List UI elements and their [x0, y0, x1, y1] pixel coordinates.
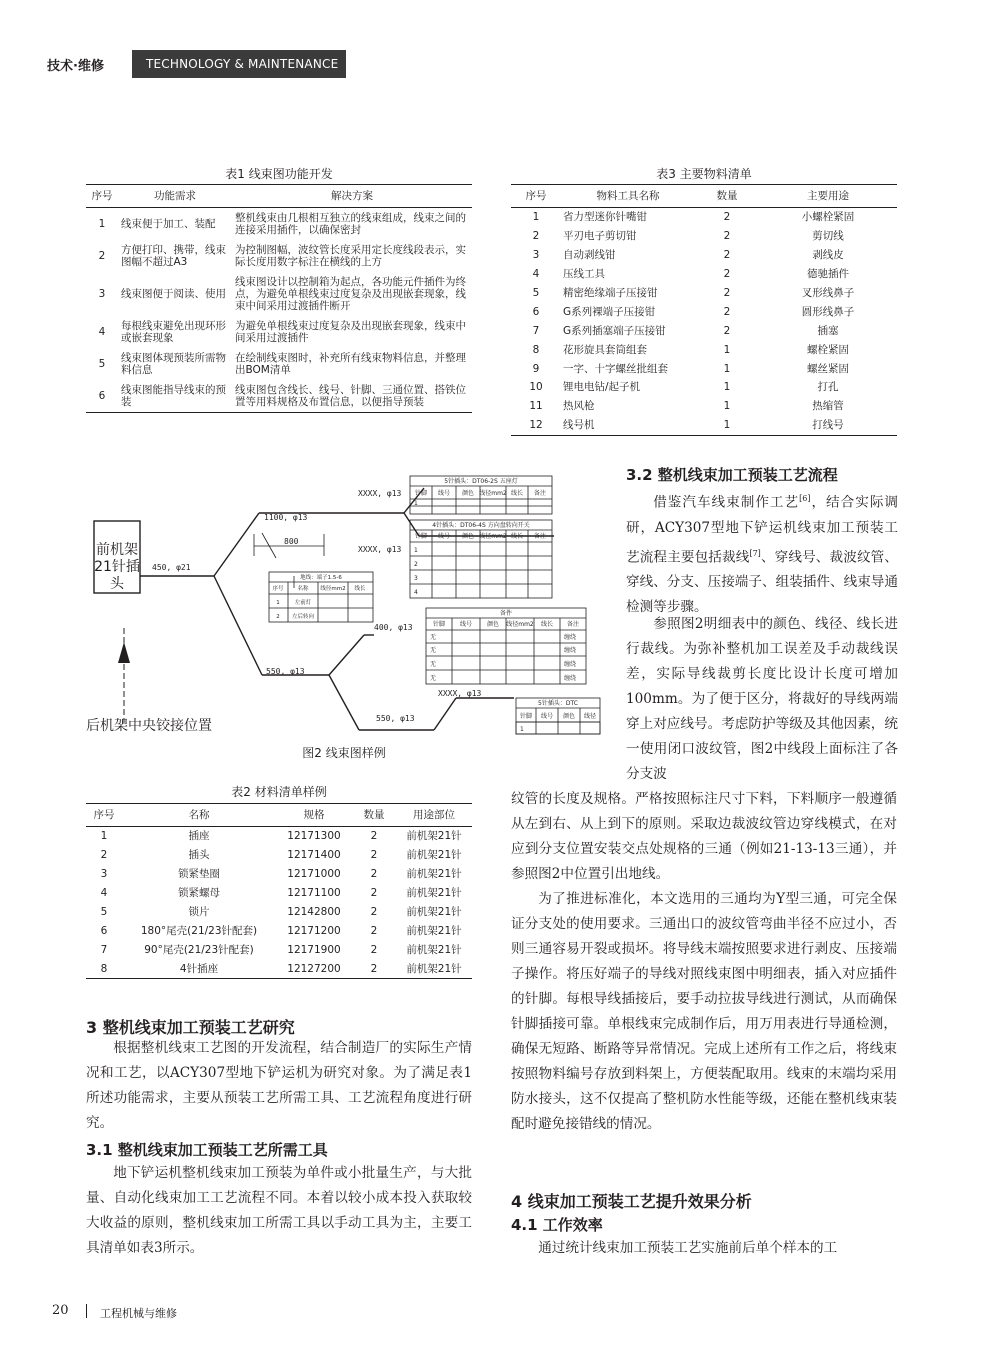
citation: [6] — [799, 494, 811, 503]
direction-arrow-icon — [118, 642, 130, 663]
table2-row-cell: 前机架21针 — [406, 943, 462, 956]
table3-row-cell: 1 — [723, 400, 731, 413]
section-3-heading: 3 整机线束加工预装工艺研究 — [86, 1018, 295, 1037]
box3-row: 1 — [276, 600, 280, 606]
citation: [7] — [749, 548, 761, 558]
table3-row-cell: 热风枪 — [563, 400, 595, 413]
table3-row-cell: 德驰插件 — [807, 268, 849, 281]
table3-row — [511, 378, 897, 397]
box1-title: 5针插头：DT06-2S 五座灯 — [444, 478, 518, 485]
table3-row-cell: 9 — [532, 362, 540, 375]
table3-row-cell: 线号机 — [561, 416, 695, 435]
table3-row — [511, 265, 897, 284]
section-3-1-heading: 3.1 整机线束加工预装工艺所需工具 — [86, 1141, 328, 1159]
section-3-paragraph: 根据整机线束工艺图的开发流程，结合制造厂的实际生产情况和工艺，以ACY307型地下铲运机为研究对象。为了满足表1所述功能需求，主要从预装工艺所需工具、工艺流程角度进行研究。 — [86, 1040, 472, 1131]
box2-col: 备注 — [533, 533, 547, 540]
table2-row-cell: 2 — [370, 887, 378, 900]
table2-row-cell: 锁紧螺母 — [178, 887, 220, 900]
section-3-2-paragraph: 参照图2明细表中的颜色、线径、线长进行裁线。为弥补整机加工误差及手动裁线误差，实际导线裁剪长度比设计长度可增加100mm。为了便于区分，将裁好的导线两端穿上对应线号。考虑防护等级及其他因素，统一使用闭口波纹管，图2中线段上面标注了各分支波 — [626, 616, 898, 782]
table2-row-cell: 12171900 — [287, 943, 341, 956]
table1-caption: 表1 线束图功能开发 — [225, 167, 333, 181]
table3-row-cell: 2 — [723, 324, 731, 337]
table3-row-cell: 压线工具 — [563, 268, 605, 281]
table2-row-cell: 插头 — [188, 849, 210, 862]
table2-row-cell: 12171200 — [287, 924, 341, 937]
dim-label: 800 — [284, 537, 299, 546]
table2-row-cell: 前机架21针 — [406, 924, 462, 937]
table2-header: 名称 — [122, 804, 276, 827]
table1-row — [86, 316, 472, 348]
table2-row-cell: 5 — [100, 906, 108, 918]
table3-header: 物料工具名称 — [561, 185, 695, 208]
table2-row-cell: 12171000 — [287, 868, 341, 881]
text-span: 、穿线号、裁波纹管、穿线、分支、压接端子、组装插件、线束导通检测等步骤。 — [626, 549, 898, 616]
table2-row-cell: 锁片 — [188, 906, 210, 918]
box3-col: 线径mm2 — [320, 586, 346, 592]
table2-row — [86, 884, 472, 903]
dim-label: XXXX, φ13 — [438, 689, 482, 698]
box3-title: 地线：端子1.5-6 — [300, 575, 342, 581]
box4-row: 无 — [430, 661, 437, 668]
box1-col: 线号 — [437, 490, 451, 497]
table3-row — [511, 397, 897, 416]
table1-row — [86, 380, 472, 413]
table2-row — [86, 827, 472, 846]
table3-header: 主要用途 — [759, 185, 897, 208]
table3-row-cell: 花形旋具套筒组套 — [563, 343, 647, 356]
table3-row-cell: 圆形线鼻子 — [801, 305, 855, 318]
rear-hinge-label: 后机架中央铰接位置 — [86, 718, 212, 734]
box5-col: 线号 — [540, 713, 554, 720]
table3-row-cell: 一字、十字螺丝批组套 — [563, 362, 668, 375]
section-label-en: TECHNOLOGY & MAINTENANCE — [146, 57, 339, 71]
table1-row-cell: 线束图设计以控制箱为起点，各功能元件插件为终点，为避免单根线束过度复杂及出现嵌套现象，线束中间采用过渡插件断开 — [235, 276, 466, 312]
dim-label: 550, φ13 — [376, 714, 415, 723]
box3-col: 线长 — [354, 586, 366, 592]
table3-row-cell: 螺丝紧固 — [807, 362, 849, 375]
table2-row-cell: 3 — [100, 868, 108, 881]
table2-row-cell: 12171400 — [287, 849, 341, 862]
table1-row-cell: 每根线束避免出现环形或嵌套现象 — [121, 320, 226, 344]
table3-row-cell: 1 — [695, 416, 759, 435]
table2-row-cell: 12171100 — [287, 887, 341, 900]
table2-row-cell: 前机架21针 — [406, 887, 462, 900]
table2-row — [86, 865, 472, 884]
journal-name: 工程机械与维修 — [100, 1307, 177, 1320]
table1-row — [86, 208, 472, 241]
table2-row-cell: 前机架21针 — [406, 849, 462, 862]
table1-row-cell: 1 — [98, 218, 106, 230]
dim-label: 550, φ13 — [266, 667, 305, 676]
table3-row-cell: 2 — [532, 230, 540, 243]
table3-row — [511, 302, 897, 321]
table1-row-cell: 线束便于加工、装配 — [121, 218, 216, 230]
table1-row-cell: 线束图能指导线束的预装 — [118, 380, 232, 413]
table3-row-cell: 7 — [532, 324, 540, 337]
table2-header: 数量 — [352, 804, 396, 827]
table2-row-cell: 7 — [100, 943, 108, 956]
box5-col: 针脚 — [519, 713, 533, 720]
box4-row: 缠绕 — [564, 675, 577, 682]
box1-col: 线长 — [510, 490, 524, 497]
table2-row-cell: 插座 — [188, 830, 210, 843]
box4-row: 无 — [430, 647, 437, 654]
table3-row — [511, 284, 897, 303]
dim-label: 1100, φ13 — [264, 513, 308, 522]
table3-row-cell: 10 — [529, 381, 543, 394]
table1-row-cell: 为控制图幅，波纹管长度采用定长度线段表示，实际长度用数字标注在横线的上方 — [235, 244, 466, 268]
table3-row-cell: 精密绝缘端子压接钳 — [563, 287, 658, 299]
table3-row-cell: 2 — [723, 287, 731, 299]
box4-col: 颜色 — [486, 621, 500, 628]
box4-col: 备注 — [566, 621, 580, 628]
table3-row-cell: 1 — [532, 211, 540, 224]
table3-row-cell: 11 — [529, 400, 543, 413]
table3-row-cell: 1 — [723, 362, 731, 375]
table1-row — [86, 240, 472, 272]
page-number: 20 — [52, 1303, 69, 1318]
table3-row-cell: 2 — [723, 249, 731, 262]
box1-col: 线径mm2 — [479, 490, 507, 497]
table2-row-cell: 2 — [370, 906, 378, 918]
box2-row: 1 — [414, 547, 418, 554]
table2-row-cell: 12142800 — [287, 906, 341, 918]
table3-row-cell: 省力型迷你针嘴钳 — [563, 211, 647, 224]
table1-row-cell: 在绘制线束图时，补充所有线束物料信息，并整理出BOM清单 — [235, 352, 466, 376]
section-3-2-heading: 3.2 整机线束加工预装工艺流程 — [626, 466, 838, 484]
table3-row-cell: 自动剥线钳 — [563, 249, 616, 262]
table2-row — [86, 940, 472, 959]
table2-row-cell: 12171300 — [287, 830, 341, 843]
table1-header: 解决方案 — [232, 185, 472, 208]
table1 — [86, 184, 472, 413]
table3 — [511, 184, 897, 436]
box2-row: 2 — [414, 561, 418, 568]
table3-row-cell: 打线号 — [759, 416, 897, 435]
box2-col: 颜色 — [461, 533, 475, 540]
box2-row: 4 — [414, 589, 418, 596]
table2-row-cell: 2 — [370, 924, 378, 937]
table1-row-cell: 3 — [98, 288, 106, 300]
box5-title: 5针插头：DTC — [538, 700, 578, 707]
table2-row — [86, 846, 472, 865]
table1-row-cell: 为避免单根线束过度复杂及出现嵌套现象，线束中间采用过渡插件 — [235, 320, 466, 344]
section-3-1-paragraph: 地下铲运机整机线束加工预装为单件或小批量生产，与大批量、自动化线束加工工艺流程不同。本着以较小成本投入获取较大收益的原则，整机线束加工所需工具以手动工具为主，主要工具清单如表3所示。 — [86, 1165, 472, 1256]
box5-row: 1 — [520, 726, 524, 733]
table3-row-cell: 12 — [511, 416, 561, 435]
table3-row-cell: G系列插塞端子压接钳 — [563, 324, 666, 337]
box4-row: 缠绕 — [564, 647, 577, 654]
table3-row-cell: 平刃电子剪切钳 — [563, 230, 637, 243]
table3-row-cell: 螺栓紧固 — [807, 343, 849, 356]
box3-row: 左后转向 — [291, 614, 315, 620]
table3-row-cell: 剪切线 — [812, 230, 844, 243]
box4-col: 针脚 — [432, 621, 446, 628]
table3-row-cell: 热缩管 — [812, 400, 844, 413]
dim-label: 450, φ21 — [152, 563, 191, 572]
harness-diagram — [84, 468, 604, 738]
table1-row-cell: 整机线束由几根相互独立的线束组成，线束之间的连接采用插件，以确保密封 — [235, 212, 466, 236]
table1-row-cell: 方便打印、携带，线束图幅不超过A3 — [121, 244, 226, 268]
box1-col: 备注 — [533, 490, 547, 497]
box1-col: 针脚 — [414, 490, 428, 497]
table3-row-cell: 1 — [723, 381, 731, 394]
table1-row-cell: 5 — [98, 358, 106, 370]
table2-row-cell: 180°尾壳(21/23针配套) — [140, 924, 258, 937]
table3-row-cell: 2 — [723, 305, 731, 318]
front-connector-label: 头 — [110, 576, 124, 592]
table3-row-cell: 2 — [723, 230, 731, 243]
table1-header: 序号 — [86, 185, 118, 208]
table3-header: 序号 — [511, 185, 561, 208]
box4-title: 备件 — [499, 610, 513, 617]
table1-row-cell: 4 — [98, 326, 106, 338]
dim-label: 400, φ13 — [374, 623, 413, 632]
box4-row: 无 — [430, 675, 437, 682]
section-3-2-paragraph: 为了推进标准化，本文选用的三通均为Y型三通，可完全保证分支处的使用要求。三通出口的波纹管弯曲半径不应过小，否则三通容易开裂或损坏。将导线末端按照要求进行剥皮、压接端子操作。将压好端子的导线对照线束图中明细表，插入对应插件的针脚。每根导线插接后，要手动拉拔导线进行测试，从而确保针脚插接可靠。单根线束完成制作后，用万用表进行导通检测，确保无短路、断路等异常情况。完成上述所有工作之后，将线束按照物料编号存放到料架上，方便装配取用。线束的末端均采用防水接头，这不仅提高了整机防水性能等级，还能在整机线束装配时避免接错线的情况。 — [511, 891, 897, 1132]
box4-col: 线号 — [459, 621, 473, 628]
dim-label: XXXX, φ13 — [358, 489, 402, 498]
section-label: 技术·维修 — [47, 59, 104, 74]
box1-row: 1 — [414, 500, 418, 507]
box4-row: 无 — [430, 634, 437, 641]
table3-row-cell: 8 — [532, 343, 540, 356]
section-4-1-paragraph: 通过统计线束加工预装工艺实施前后单个样本的工 — [538, 1240, 838, 1256]
table3-row-cell: 4 — [532, 268, 540, 281]
table2-row-cell: 2 — [100, 849, 108, 862]
section-4-1-heading: 4.1 工作效率 — [511, 1216, 603, 1234]
table2-row-cell: 前机架21针 — [406, 906, 462, 918]
table3-row-cell: 剥线皮 — [812, 249, 844, 262]
table3-row-cell: 2 — [723, 211, 731, 224]
section-3-2-paragraph — [626, 486, 898, 620]
box5-col: 线径 — [583, 713, 597, 720]
table3-row — [511, 416, 897, 435]
box3-col: 名称 — [297, 586, 309, 592]
table3-row — [511, 340, 897, 359]
table2-row-cell: 2 — [370, 868, 378, 881]
table2-row-cell: 1 — [100, 830, 108, 843]
box3-row: 2 — [276, 614, 280, 620]
table3-row-cell: 叉形线鼻子 — [801, 287, 855, 299]
box2-title: 4针插头：DT06-4S 方向盘转向开关 — [432, 522, 530, 529]
table2-row-cell: 前机架21针 — [396, 959, 472, 978]
box4-row: 缠绕 — [564, 661, 577, 668]
table3-row — [511, 359, 897, 378]
box3-row: 左前灯 — [294, 600, 312, 606]
table2-row-cell: 2 — [370, 849, 378, 862]
box2-col: 线号 — [437, 533, 451, 540]
box2-row: 3 — [414, 575, 418, 582]
table2-header: 规格 — [276, 804, 352, 827]
table1-row — [86, 272, 472, 316]
table3-row-cell: 3 — [532, 249, 540, 262]
box4-row: 缠绕 — [564, 634, 577, 641]
text-span: ，结合实际调研，ACY307型地下铲运机线束加工预装工艺流程主要包括裁线 — [626, 494, 899, 566]
table3-row — [511, 246, 897, 265]
front-connector-label: 21针插 — [94, 559, 140, 575]
text-span: 借鉴汽车线束制作工艺 — [653, 494, 800, 511]
figure2-caption: 图2 线束图样例 — [302, 746, 386, 760]
box4-col: 线长 — [540, 621, 554, 628]
table2-row-cell: 锁紧垫圈 — [178, 868, 220, 881]
table3-row — [511, 227, 897, 246]
table3-header: 数量 — [695, 185, 759, 208]
table3-row-cell: 打孔 — [817, 381, 839, 394]
table2-row — [86, 921, 472, 940]
table2-row-cell: 6 — [100, 924, 108, 937]
front-connector-label: 前机架 — [96, 542, 138, 558]
table2 — [86, 803, 472, 979]
table2-row-cell: 4 — [100, 887, 108, 900]
table2-row-cell: 90°尾壳(21/23针配套) — [144, 943, 254, 956]
table2-caption: 表2 材料清单样例 — [231, 785, 327, 799]
table3-row-cell: 小螺栓紧固 — [801, 211, 855, 224]
table1-row — [86, 348, 472, 380]
table3-row-cell: 5 — [532, 287, 540, 299]
table2-row-cell: 2 — [370, 830, 378, 843]
table1-header: 功能需求 — [118, 185, 232, 208]
box2-col: 线长 — [510, 533, 524, 540]
section-3-2-paragraph: 纹管的长度及规格。严格按照标注尺寸下料，下料顺序一般遵循从左到右、从上到下的原则。采取边裁波纹管边穿线模式，在对应到分支位置安装交点处规格的三通（例如21-13-13三通），并参照图2中位置引出地线。 — [511, 791, 897, 882]
box1-col: 颜色 — [461, 490, 475, 497]
table2-header: 序号 — [86, 804, 122, 827]
box2-col: 线径mm2 — [479, 533, 507, 540]
table3-caption: 表3 主要物料清单 — [656, 167, 752, 181]
table3-row-cell: G系列裸端子压接钳 — [563, 305, 656, 318]
box2-col: 针脚 — [414, 533, 428, 540]
table2-row-cell: 8 — [86, 959, 122, 978]
box5-col: 颜色 — [562, 713, 576, 720]
table3-row-cell: 1 — [723, 343, 731, 356]
box4-col: 线径mm2 — [506, 621, 534, 628]
table3-row — [511, 208, 897, 227]
table2-row-cell: 12127200 — [276, 959, 352, 978]
table3-row-cell: 2 — [723, 268, 731, 281]
dim-label: XXXX, φ13 — [358, 545, 402, 554]
table2-row-cell: 2 — [352, 959, 396, 978]
table1-row-cell: 线束图体现预装所需物料信息 — [121, 352, 226, 376]
footer-divider — [86, 1304, 87, 1318]
table3-row-cell: 锂电电钻/起子机 — [563, 381, 641, 394]
table3-row-cell: 6 — [532, 305, 540, 318]
table2-row — [86, 959, 472, 978]
table3-row-cell: 插塞 — [817, 324, 839, 337]
table1-row-cell: 6 — [86, 380, 118, 413]
section-4-heading: 4 线束加工预装工艺提升效果分析 — [511, 1192, 752, 1211]
table1-row-cell: 2 — [98, 250, 106, 262]
table2-row-cell: 前机架21针 — [406, 868, 462, 881]
table1-row-cell: 线束图包含线长、线号、针脚、三通位置、搭铁位置等用料规格及布置信息，以便指导预装 — [232, 380, 472, 413]
table2-row-cell: 4针插座 — [122, 959, 276, 978]
box3-col: 序号 — [272, 586, 284, 592]
table2-row — [86, 903, 472, 922]
table2-row-cell: 2 — [370, 943, 378, 956]
table2-row-cell: 前机架21针 — [406, 830, 462, 843]
table1-row-cell: 线束图便于阅读、使用 — [121, 288, 226, 300]
table3-row — [511, 321, 897, 340]
table2-header: 用途部位 — [396, 804, 472, 827]
